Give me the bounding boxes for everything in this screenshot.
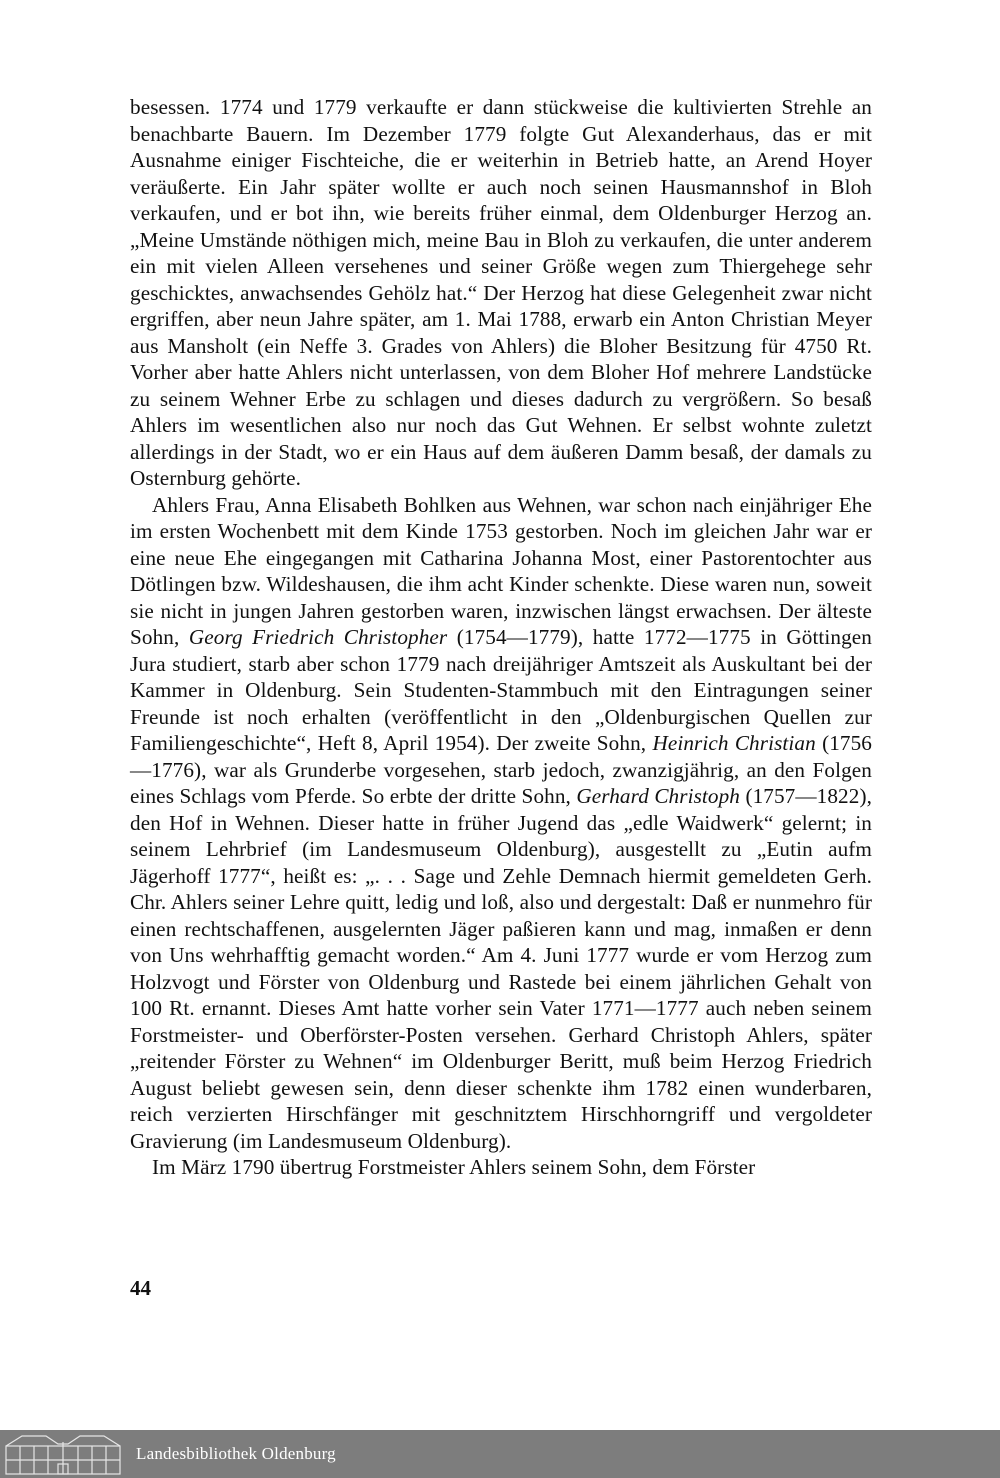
- paragraph: [130, 1154, 872, 1181]
- text-segment: besessen. 1774 und 1779 verkaufte er dann stückweise die kultivierten Strehle an benachbarte Bauern. Im Dezember 1779 folgte Gut Alexanderhaus, das er mit Ausnahme einiger Fischteiche, die er weiterhin in Betrieb hatte, an Arend Hoyer veräußerte. Ein Jahr später wollte er auch noch seinen Hausmannshof in Bloh verkaufen, und er bot ihn, wie bereits früher einmal, dem Oldenburger Herzog an. „Meine Umstände nöthigen mich, meine Bau in Bloh zu verkaufen, die unter anderem ein mit vielen Alleen versehenes und seiner Größe wegen zum Thiergehege sehr geschicktes, anwachsendes Gehölz hat.“ Der Herzog hat diese Gelegenheit zwar nicht ergriffen, aber neun Jahre später, am 1. Mai 1788, erwarb ein Anton Christian Meyer aus Mansholt (ein Neffe 3. Grades von Ahlers) die Bloher Besitzung für 4750 Rt. Vorher aber hatte Ahlers nicht unterlassen, von dem Bloher Hof mehrere Landstücke zu seinem Wehner Erbe zu schlagen und dieses dadurch zu vergrößern. So besaß Ahlers im wesentlichen also nur noch das Gut Wehnen. Er selbst wohnte zuletzt allerdings in der Stadt, wo er ein Haus auf dem äußeren Damm besaß, der damals zu Osternburg gehörte.: [130, 95, 872, 490]
- text-segment: (1757—1822), den Hof in Wehnen. Dieser hatte in früher Jugend das „edle Waidwerk“ gelernt; in seinem Lehrbrief (im Landesmuseum Oldenburg), ausgestellt zu „Eutin aufm Jägerhoff 1777“, heißt es: „. . . Sage und Zehle Demnach hiermit gemeldeten Gerh. Chr. Ahlers seiner Lehre quitt, ledig und loß, also und dergestalt: Daß er nunmehro für einen rechtschaffenen, ausgelernten Jäger paßieren kann und mag, inmaßen er denn von Uns wehrhafftig gemacht worden.“ Am 4. Juni 1777 wurde er vom Herzog zum Holzvogt und Förster von Oldenburg und Rastede bei einem jährlichen Gehalt von 100 Rt. ernannt. Dieses Amt hatte vorher sein Vater 1771—1777 auch neben seinem Forstmeister- und Oberförster-Posten versehen. Gerhard Christoph Ahlers, später „reitender Förster zu Wehnen“ im Oldenburger Beritt, muß beim Herzog Friedrich August beliebt gewesen sein, denn dieser schenkte ihm 1782 einen wunderbaren, reich verzierten Hirschfänger mit geschnitztem Hirschhorngriff und vergoldeter Gravierung (im Landesmuseum Oldenburg).: [130, 784, 872, 1153]
- paragraph: [130, 492, 872, 1155]
- italic-name: Gerhard Christoph: [576, 784, 740, 808]
- text-segment: (1754—1779), hatte 1772—1775 in Göttingen Jura studiert, starb aber schon 1779 nach dreijähriger Amtszeit als Auskultant bei der Kammer in Oldenburg. Sein Studenten-Stammbuch mit den Eintragungen seiner Freunde ist noch erhalten (veröffentlicht in den „Oldenburgischen Quellen zur Familiengeschichte“, Heft 8, April 1954). Der zweite Sohn,: [130, 625, 872, 755]
- text-segment: (1756—1776), war als Grunderbe vorgesehen, starb jedoch, zwanzigjährig, an den Folgen eines Schlags vom Pferde. So erbte der dritte Sohn,: [130, 731, 872, 808]
- footer-bar: [0, 1430, 1000, 1478]
- paragraph: [130, 94, 872, 492]
- italic-name: Georg Friedrich Christopher: [188, 625, 448, 649]
- body-text: [130, 94, 872, 1181]
- text-segment: Ahlers Frau, Anna Elisabeth Bohlken aus Wehnen, war schon nach einjähriger Ehe im ersten Wochenbett mit dem Kinde 1753 gestorben. Noch im gleichen Jahr war er eine neue Ehe eingegangen mit Catharina Johanna Most, einer Pastorentochter aus Dötlingen bzw. Wildeshausen, die ihm acht Kinder schenkte. Diese waren nun, soweit sie nicht in jungen Jahren gestorben waren, inzwischen längst erwachsen. Der älteste Sohn,: [130, 492, 872, 649]
- footer-label[interactable]: Landesbibliothek Oldenburg: [136, 1444, 336, 1463]
- text-segment: Im März 1790 übertrug Forstmeister Ahlers seinem Sohn, dem Förster: [152, 1155, 756, 1179]
- italic-name: Heinrich Christian: [652, 731, 816, 755]
- library-building-icon: [2, 1430, 124, 1478]
- page-number: 44: [130, 1276, 151, 1300]
